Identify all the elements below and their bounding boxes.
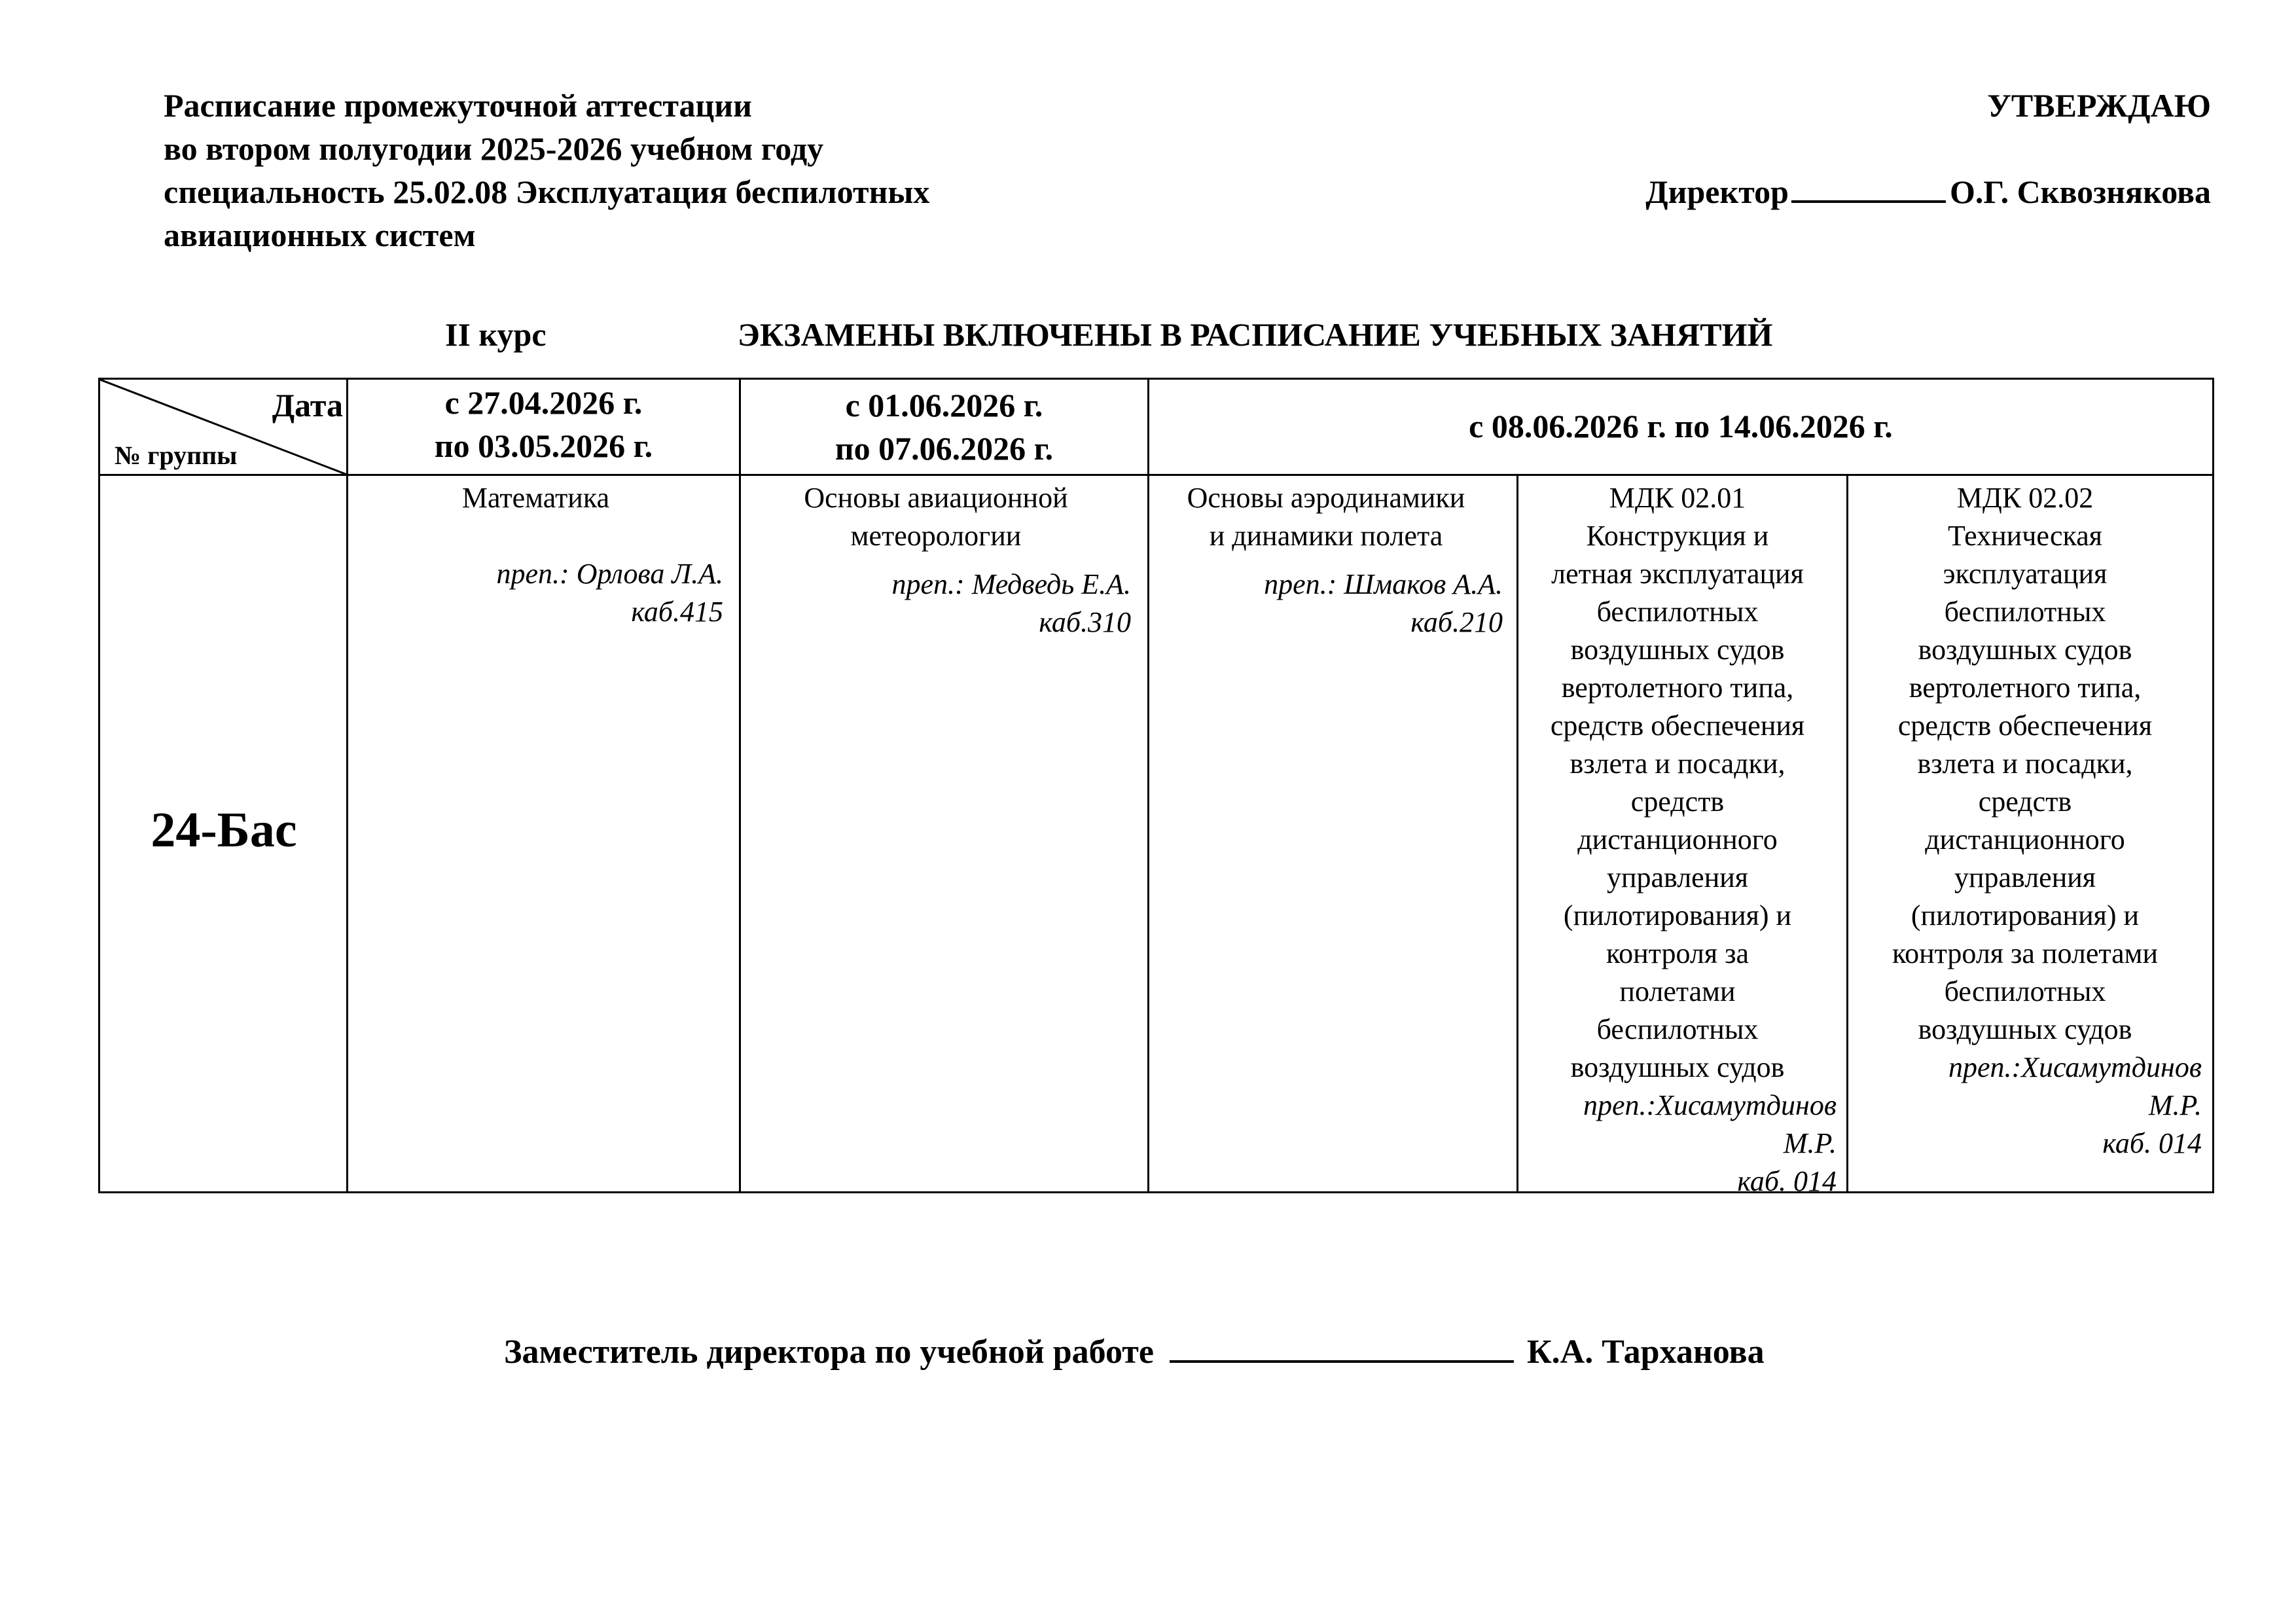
- exam-teacher: преп.: Орлова Л.А.: [496, 558, 723, 590]
- deputy-signature-line: [504, 1329, 1765, 1371]
- period-2-end: по 07.06.2026 г.: [834, 430, 1054, 467]
- exam-subject-line: беспилотных: [1596, 596, 1759, 628]
- exam-teacher: преп.: Медведь Е.А.: [891, 568, 1131, 600]
- exam-subject-line: вертолетного типа,: [1561, 672, 1794, 704]
- exam-subject-line: взлета и посадки,: [1917, 748, 2133, 780]
- exam-subject-line: контроля за: [1606, 937, 1749, 969]
- course-label: II курс: [445, 316, 547, 353]
- exam-subject-line: контроля за полетами: [1892, 937, 2159, 969]
- title-line-1: Расписание промежуточной аттестации: [164, 87, 752, 124]
- exam-subject-line: воздушных судов: [1570, 634, 1785, 666]
- period-header-3: с 08.06.2026 г. по 14.06.2026 г.: [1469, 408, 1893, 444]
- exam-subject-line: полетами: [1619, 975, 1736, 1007]
- exam-subject: Математика: [461, 482, 610, 514]
- exam-subject-line: Техническая: [1947, 520, 2102, 552]
- exam-subject-line: воздушных судов: [1918, 634, 2132, 666]
- exam-subject-line: воздушных судов: [1570, 1051, 1785, 1083]
- exam-cell-math: [348, 479, 723, 631]
- exam-subject-line: средств: [1630, 785, 1725, 818]
- exam-subject-line: беспилотных: [1944, 596, 2106, 628]
- exam-subject-line: (пилотирования) и: [1563, 899, 1792, 931]
- exam-subject-line: взлета и посадки,: [1570, 748, 1785, 780]
- exam-subject-line: эксплуатация: [1943, 558, 2108, 590]
- deputy-name: К.А. Тарханова: [1526, 1333, 1765, 1371]
- corner-group-label: № группы: [115, 441, 238, 470]
- exam-subject-line: дистанционного: [1925, 823, 2125, 856]
- group-name: 24-Бас: [151, 803, 297, 857]
- approval-title: УТВЕРЖДАЮ: [1987, 87, 2211, 124]
- exam-teacher-initials: М.Р.: [2148, 1089, 2202, 1121]
- exam-subject-line: средств обеспечения: [1550, 710, 1805, 742]
- header-separator: [100, 474, 2212, 476]
- exam-subject-line: МДК 02.01: [1609, 482, 1746, 514]
- exam-room: каб.310: [1039, 606, 1131, 638]
- period-1-end: по 03.05.2026 г.: [434, 427, 653, 464]
- exam-teacher: преп.:Хисамутдинов: [1948, 1051, 2202, 1083]
- approval-block: [1645, 84, 2211, 213]
- exam-subject-line: дистанционного: [1577, 823, 1778, 856]
- title-line-2: во втором полугодии 2025-2026 учебном году: [164, 130, 824, 167]
- exam-subject: метеорологии: [850, 520, 1022, 552]
- exam-subject-line: летная эксплуатация: [1551, 558, 1804, 590]
- period-1-start: с 27.04.2026 г.: [444, 384, 643, 421]
- exam-subject-line: управления: [1606, 861, 1749, 893]
- exam-room: каб. 014: [2102, 1127, 2202, 1159]
- approval-signature-line: [1645, 170, 2211, 213]
- period-2-start: с 01.06.2026 г.: [845, 387, 1043, 424]
- title-line-4: авиационных систем: [164, 217, 476, 253]
- approval-name: О.Г. Сквознякова: [1950, 173, 2211, 210]
- exams-note: ЭКЗАМЕНЫ ВКЛЮЧЕНЫ В РАСПИСАНИЕ УЧЕБНЫХ ЗАНЯТИЙ: [738, 316, 1773, 353]
- exam-teacher: преп.: Шмаков А.А.: [1264, 568, 1503, 600]
- exam-cell-mdk-02-01: [1518, 479, 1837, 1200]
- exam-subject-line: (пилотирования) и: [1910, 899, 2140, 931]
- exam-subject-line: МДК 02.02: [1956, 482, 2094, 514]
- exam-subject-line: управления: [1954, 861, 2096, 893]
- exam-room: каб.415: [631, 596, 723, 628]
- approval-position: Директор: [1645, 173, 1789, 210]
- schedule-table: [98, 378, 2214, 1197]
- exam-cell-meteorology: [741, 479, 1131, 641]
- exam-subject-line: вертолетного типа,: [1909, 672, 2142, 704]
- exam-subject: и динамики полета: [1209, 520, 1443, 552]
- exam-subject-line: средств обеспечения: [1897, 710, 2153, 742]
- exam-subject: Основы авиационной: [804, 482, 1068, 514]
- exam-subject-line: воздушных судов: [1918, 1013, 2132, 1045]
- signature-blank: [1170, 1329, 1514, 1363]
- exam-room: каб.210: [1410, 606, 1503, 638]
- period-header-2: [741, 384, 1147, 470]
- exam-subject-line: средств: [1978, 785, 2072, 818]
- exam-room: каб. 014: [1737, 1165, 1837, 1197]
- deputy-position: Заместитель директора по учебной работе: [504, 1333, 1154, 1371]
- exam-subject-line: беспилотных: [1596, 1013, 1759, 1045]
- corner-date-label: Дата: [272, 387, 343, 424]
- exam-subject: Основы аэродинамики: [1187, 482, 1465, 514]
- exam-subject-line: беспилотных: [1944, 975, 2106, 1007]
- exam-teacher-initials: М.Р.: [1783, 1127, 1837, 1159]
- period-header-1: [348, 381, 739, 467]
- document-title: [164, 84, 929, 257]
- exam-teacher: преп.:Хисамутдинов: [1583, 1089, 1837, 1121]
- title-line-3: специальность 25.02.08 Эксплуатация беспилотных: [164, 173, 930, 210]
- exam-subject-line: Конструкция и: [1586, 520, 1769, 552]
- signature-blank: [1791, 170, 1946, 203]
- exam-cell-aerodynamics: [1149, 479, 1503, 641]
- exam-cell-mdk-02-02: [1848, 479, 2202, 1163]
